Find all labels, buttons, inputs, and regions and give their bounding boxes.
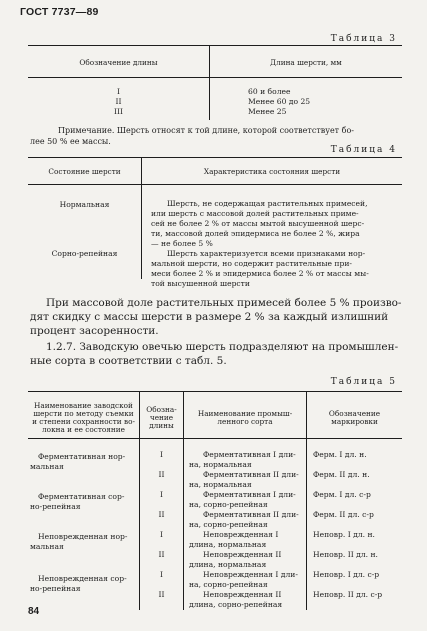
table5-sort: Ферментативная I дли- bbox=[203, 490, 296, 499]
paragraph-line: При массовой доле растительных примесей более 5 % произво- bbox=[46, 297, 402, 309]
table5-sort: Ферментативная II дли- bbox=[203, 470, 299, 479]
table3-caption: Таблица 3 bbox=[330, 34, 397, 44]
table3-header-rule bbox=[28, 77, 402, 78]
table5-sort: на, сорно-репейная bbox=[189, 520, 268, 529]
paragraph-line: дят скидку с массы шерсти в размере 2 % за каждый излишний bbox=[30, 311, 389, 323]
table5-header-rule bbox=[28, 438, 402, 439]
table5-mark: Неповр. II дл. с-р bbox=[313, 590, 383, 599]
table3-row-code: I bbox=[117, 87, 120, 96]
table3-header-code: Обозначение длины bbox=[79, 58, 158, 67]
table4-desc-line: той высушенной шерсти bbox=[151, 279, 250, 288]
table4-caption: Таблица 4 bbox=[330, 145, 397, 155]
table5-mark: Ферм. II дл. н. bbox=[313, 470, 370, 479]
table3-col-divider bbox=[209, 45, 210, 120]
table5-sort: на, сорно-репейная bbox=[189, 580, 268, 589]
table4-desc-line: сей не более 2 % от массы мытой высушенной шерс- bbox=[151, 219, 365, 228]
paragraph-line: 1.2.7. Заводскую овечью шерсть подразделяют на промышлен- bbox=[46, 341, 399, 353]
note-line: Примечание. Шерсть относят к той длине, которой соответствует бо- bbox=[58, 126, 354, 135]
table3-row-length: 60 и более bbox=[248, 87, 291, 96]
table5-mark: Ферм. II дл. с-р bbox=[313, 510, 374, 519]
table5-code: I bbox=[160, 450, 163, 459]
table4-state: Нормальная bbox=[59, 200, 110, 209]
table4-state: Сорно-репейная bbox=[51, 249, 118, 258]
table5-code: II bbox=[158, 470, 165, 479]
table5-top-rule bbox=[28, 391, 402, 392]
table5-sort: на, нормальная bbox=[189, 480, 252, 489]
table4-header-state: Состояние шерсти bbox=[48, 167, 121, 176]
table5-sort: Ферментативная II дли- bbox=[203, 510, 299, 519]
table5-mark: Ферм. I дл. с-р bbox=[313, 490, 371, 499]
table4-desc-line: — не более 5 % bbox=[151, 239, 213, 248]
table3-top-rule bbox=[28, 45, 402, 46]
paragraph-line: ные сорта в соответствии с табл. 5. bbox=[30, 355, 227, 367]
table4-desc-line: Шерсть, не содержащая растительных примесей, bbox=[167, 199, 368, 208]
table5-group-name: Ферментативная нор- bbox=[38, 452, 126, 461]
table4-header-desc: Характеристика состояния шерсти bbox=[203, 167, 341, 176]
table5-mark: Неповр. II дл. н. bbox=[313, 550, 378, 559]
table5-code: II bbox=[158, 590, 165, 599]
table5-header-mark: Обозначение маркировки bbox=[328, 409, 381, 426]
table5-group-name: Неповрежденная нор- bbox=[38, 532, 128, 541]
table4-desc-line: ти, массовой долей эпидермиса не более 2 %, жира bbox=[151, 229, 360, 238]
note-line: лее 50 % ее массы. bbox=[30, 137, 111, 146]
table5-sort: на, нормальная bbox=[189, 460, 252, 469]
table5-sort: Неповрежденная II bbox=[203, 590, 282, 599]
table5-mark: Ферм. I дл. н. bbox=[313, 450, 367, 459]
table5-col-divider bbox=[139, 566, 140, 610]
gost-header: ГОСТ 7737—89 bbox=[20, 6, 99, 18]
table5-sort: на, сорно-репейная bbox=[189, 500, 268, 509]
table5-code: I bbox=[160, 530, 163, 539]
table3-row-length: Менее 25 bbox=[248, 107, 287, 116]
table4-desc-line: мальной шерсти, но содержит растительные при- bbox=[151, 259, 352, 268]
table5-sort: Неповрежденная I bbox=[203, 530, 279, 539]
page-number: 84 bbox=[28, 606, 40, 617]
table5-header-code: Обозна- чение длины bbox=[146, 405, 177, 430]
table5-code: II bbox=[158, 510, 165, 519]
table5-group-name: но-репейная bbox=[30, 584, 81, 593]
table5-group-name: мальная bbox=[30, 542, 64, 551]
table5-sort: Ферментативная I дли- bbox=[203, 450, 296, 459]
table5-group-name: Неповрежденная сор- bbox=[38, 574, 127, 583]
table5-mark: Неповр. I дл. с-р bbox=[313, 570, 380, 579]
table5-caption: Таблица 5 bbox=[330, 377, 397, 387]
table5-mark: Неповр. I дл. н. bbox=[313, 530, 375, 539]
table5-group-name: но-репейная bbox=[30, 502, 81, 511]
table4-desc-line: Шерсть характеризуется всеми признаками нор- bbox=[167, 249, 366, 258]
table4-desc-line: или шерсть с массовой долей растительных приме- bbox=[151, 209, 359, 218]
table5-col-divider bbox=[306, 566, 307, 610]
table5-col-divider bbox=[183, 566, 184, 610]
table3-row-code: III bbox=[114, 107, 123, 116]
table5-sort: длина, нормальная bbox=[189, 540, 267, 549]
table4-top-rule bbox=[28, 157, 402, 158]
table5-code: I bbox=[160, 490, 163, 499]
paragraph-line: процент засоренности. bbox=[30, 325, 159, 337]
table5-group-name: Ферментативная сор- bbox=[38, 492, 125, 501]
table5-code: II bbox=[158, 550, 165, 559]
table5-code: I bbox=[160, 570, 163, 579]
table3-header-length: Длина шерсти, мм bbox=[270, 58, 342, 67]
table5-sort: Неповрежденная II bbox=[203, 550, 282, 559]
table5-header-sort: Наименование промыш- ленного сорта bbox=[197, 409, 293, 426]
table5-sort: Неповрежденная I дли- bbox=[203, 570, 298, 579]
table4-desc-line: меси более 2 % и эпидермиса более 2 % от массы мы- bbox=[151, 269, 369, 278]
table5-header-name: Наименование заводской шерсти по методу съемки и степени сохранности во- локна и ее состояние bbox=[32, 401, 135, 434]
table5-group-name: мальная bbox=[30, 462, 64, 471]
table3-row-code: II bbox=[115, 97, 122, 106]
table4-header-rule bbox=[28, 184, 402, 185]
table3-row-length: Менее 60 до 25 bbox=[248, 97, 311, 106]
table5-sort: длина, нормальная bbox=[189, 560, 267, 569]
table5-sort: длина, сорно-репейная bbox=[189, 600, 283, 609]
